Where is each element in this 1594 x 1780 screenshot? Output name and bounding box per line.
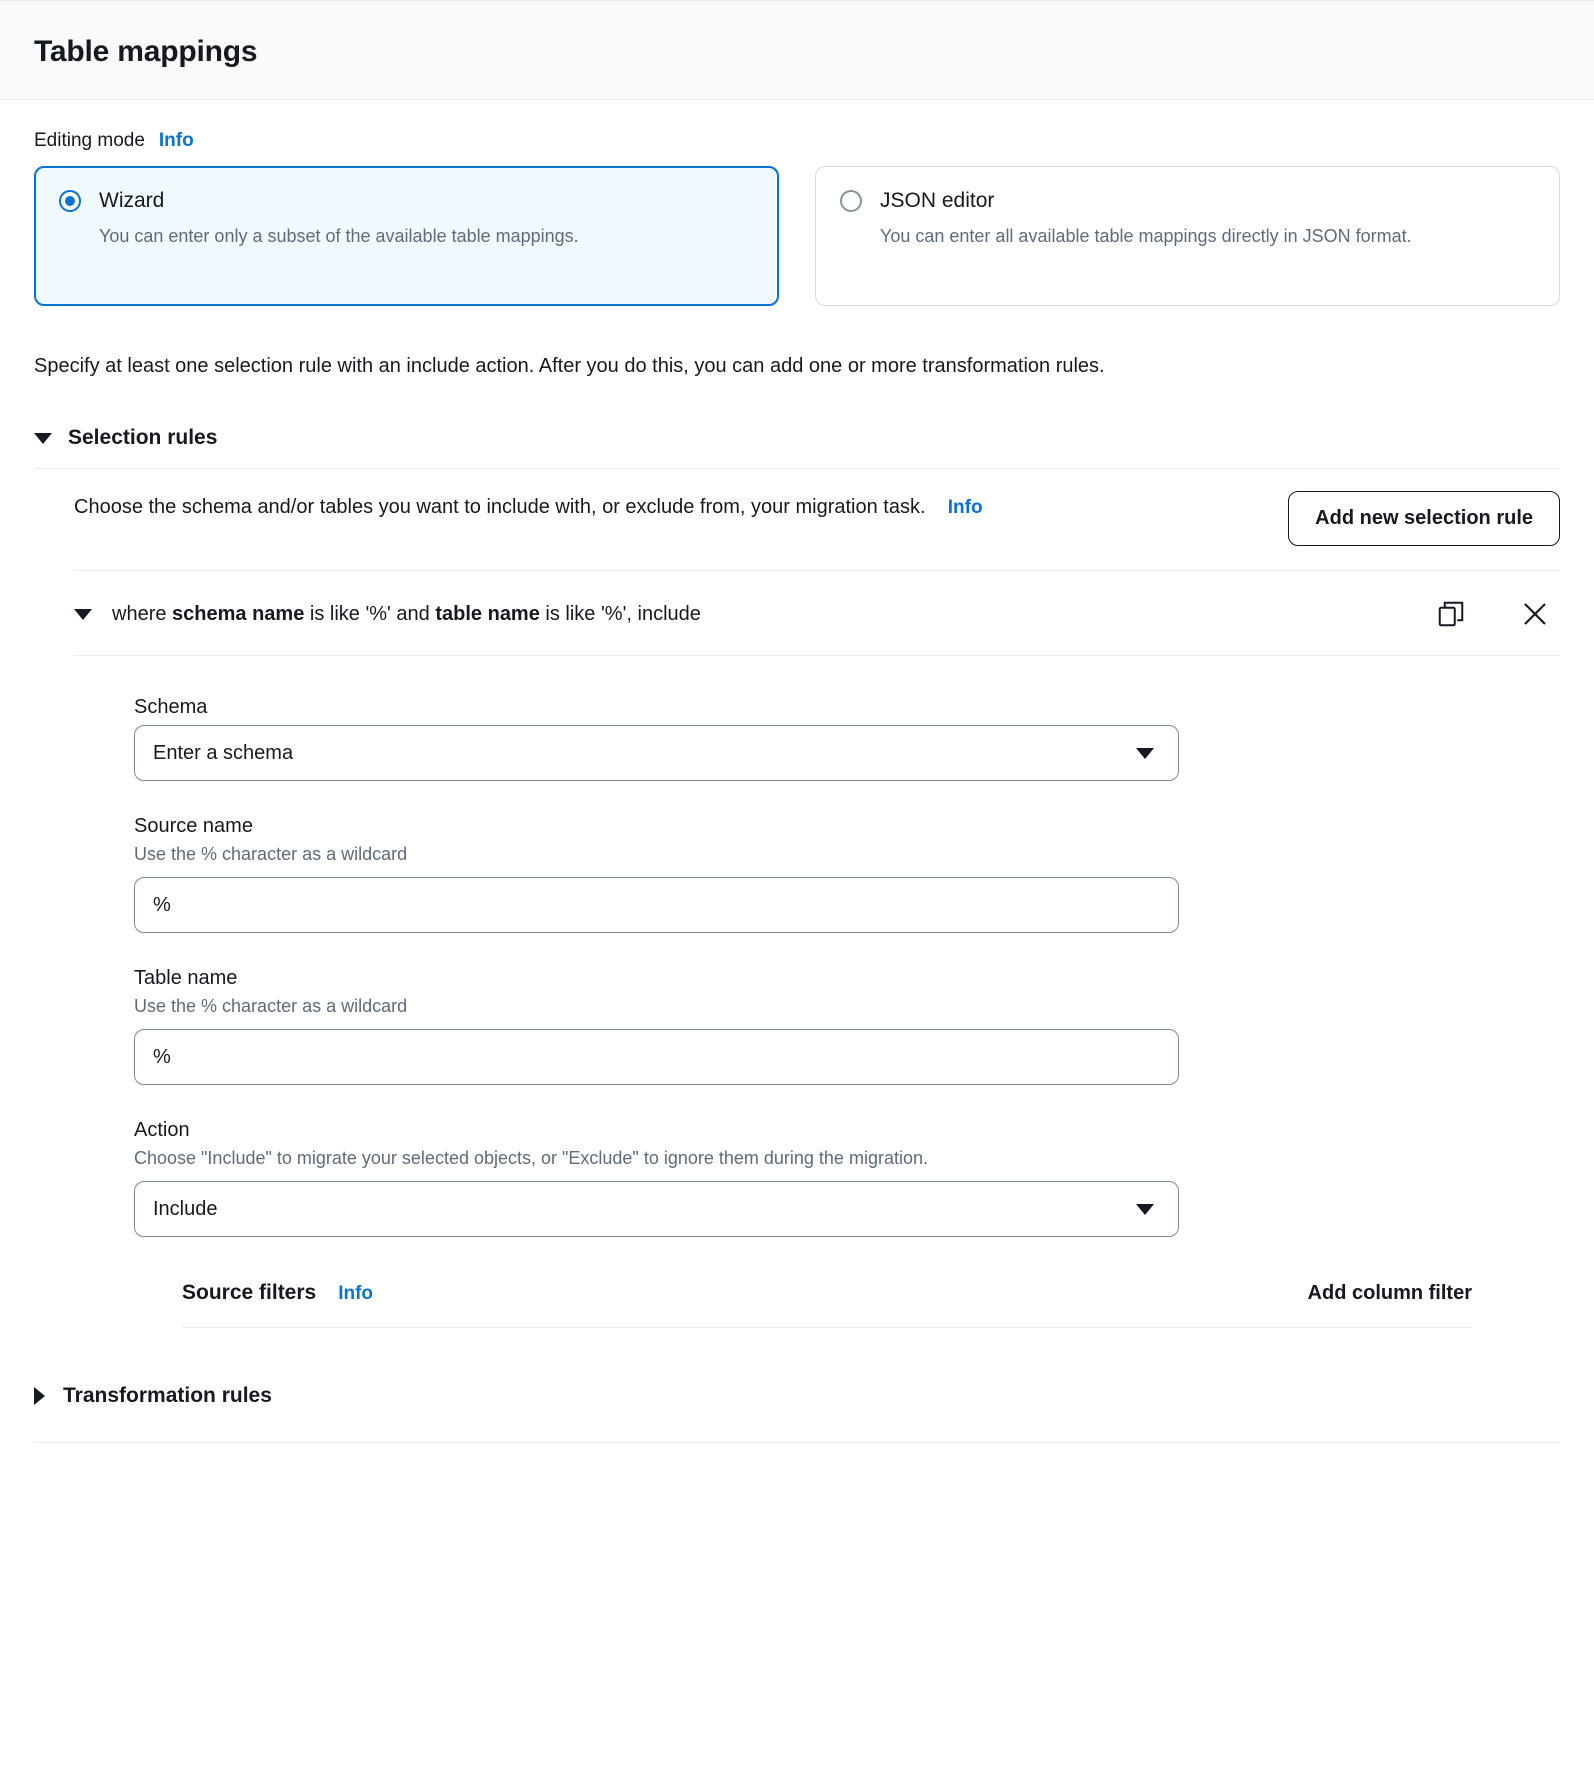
source-name-hint: Use the % character as a wildcard [134, 844, 408, 865]
rule-summary-suffix: is like '%', include [539, 602, 701, 625]
selection-rule-actions [1432, 595, 1560, 633]
editing-mode-label: Editing mode [34, 130, 145, 151]
editing-mode-option-wizard[interactable] [34, 166, 779, 306]
schema-label: Schema [134, 696, 208, 719]
chevron-down-icon-schema [1136, 748, 1154, 759]
selection-rules-description [74, 491, 983, 523]
table-name-hint: Use the % character as a wildcard [134, 996, 408, 1017]
close-icon[interactable] [1516, 595, 1554, 633]
schema-field-group [134, 696, 1560, 781]
selection-rules-info-link[interactable]: Info [947, 497, 983, 519]
add-column-filter-button[interactable]: Add column filter [1307, 1281, 1472, 1304]
editing-mode-option-wizard-description: You can enter only a subset of the available table mappings. [99, 226, 579, 246]
editing-mode-option-json-editor[interactable] [815, 166, 1560, 306]
editing-mode-radio-group [34, 166, 1560, 306]
action-field-group [134, 1119, 1560, 1237]
source-name-field-group [134, 815, 1560, 933]
schema-select-value: Enter a schema [153, 741, 294, 764]
rule-summary-schema-label: schema name [172, 602, 305, 625]
source-filters-left [182, 1281, 373, 1305]
action-label: Action [134, 1119, 190, 1142]
radio-icon-json-editor[interactable] [840, 190, 862, 212]
selection-rule-summary-row [74, 571, 1560, 656]
table-name-input[interactable] [134, 1029, 1179, 1085]
rule-summary-mid: is like '%' and [304, 602, 436, 625]
selection-rules-description-text: Choose the schema and/or tables you want to include with, or exclude from, your migration task. [74, 496, 926, 519]
selection-rules-body [34, 469, 1560, 1328]
chevron-down-icon-rule[interactable] [74, 609, 92, 620]
panel-body [0, 100, 1594, 1443]
editing-mode-option-wizard-title: Wizard [99, 189, 165, 212]
editing-mode-option-json-editor-description: You can enter all available table mappings directly in JSON format. [880, 226, 1412, 246]
editing-mode-info-link[interactable]: Info [158, 130, 194, 151]
selection-rules-header[interactable] [34, 426, 1560, 469]
schema-select[interactable] [134, 725, 1179, 781]
editing-mode-option-json-editor-title: JSON editor [880, 189, 995, 212]
transformation-rules-title: Transformation rules [63, 1384, 272, 1408]
source-name-input[interactable] [134, 877, 1179, 933]
action-hint: Choose "Include" to migrate your selected objects, or "Exclude" to ignore them during the migration. [134, 1148, 928, 1169]
transformation-rules-header[interactable] [34, 1384, 1560, 1408]
table-name-field-group [134, 967, 1560, 1085]
selection-rules-title: Selection rules [68, 426, 218, 450]
chevron-down-icon[interactable] [34, 433, 52, 444]
source-filters-row [182, 1281, 1472, 1328]
source-filters-info-link[interactable]: Info [338, 1283, 374, 1305]
panel-header [0, 1, 1594, 100]
selection-rules-description-row [74, 469, 1560, 571]
source-filters-title: Source filters [182, 1281, 317, 1305]
selection-rule-form [74, 656, 1560, 1237]
rule-summary-table-label: table name [435, 602, 540, 625]
transformation-rules-section [34, 1384, 1560, 1443]
add-new-selection-rule-button[interactable]: Add new selection rule [1288, 491, 1560, 546]
selection-rule-summary-text [112, 603, 701, 626]
chevron-right-icon[interactable] [34, 1387, 45, 1405]
editing-mode-option-json-editor-head [840, 189, 1535, 213]
editing-mode-option-wizard-head [59, 189, 754, 213]
copy-icon[interactable] [1432, 595, 1470, 633]
rule-summary-prefix: where [112, 602, 173, 625]
intro-text: Specify at least one selection rule with an include action. After you do this, you can add one or more transformation rules. [34, 355, 1105, 377]
action-select[interactable] [134, 1181, 1179, 1237]
table-name-label: Table name [134, 967, 238, 990]
chevron-down-icon-action [1136, 1204, 1154, 1215]
action-select-value: Include [153, 1197, 218, 1220]
editing-mode-label-row [34, 130, 1560, 152]
page-title: Table mappings [34, 35, 258, 68]
selection-rule-summary-left [74, 603, 701, 626]
selection-rules-section [34, 426, 1560, 1328]
radio-icon-wizard[interactable] [59, 190, 81, 212]
source-name-label: Source name [134, 815, 253, 838]
